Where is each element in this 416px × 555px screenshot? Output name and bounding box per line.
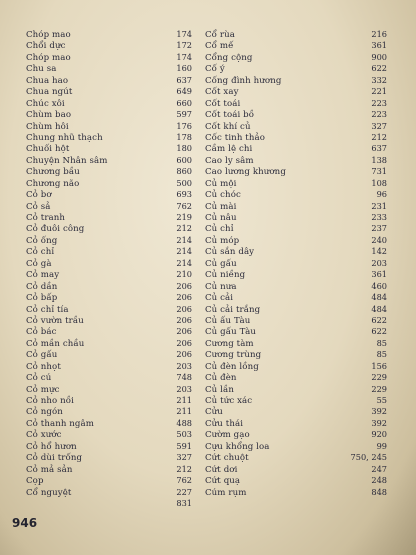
- index-entry: [205, 75, 387, 86]
- index-page-ref: 203: [176, 360, 192, 371]
- index-page-ref: 460: [371, 280, 387, 291]
- index-entry: [205, 178, 387, 189]
- index-page-ref: 206: [176, 337, 192, 348]
- index-entry: [205, 155, 387, 166]
- index-entry: [26, 98, 192, 109]
- index-page-ref: 591: [176, 440, 192, 451]
- index-term: Cỏ nhọt: [26, 361, 61, 372]
- index-entry: [26, 441, 192, 452]
- index-entry: [26, 418, 192, 429]
- index-term: Cỏ gà: [26, 258, 52, 269]
- index-term: Củ cải trắng: [205, 304, 261, 315]
- index-page-ref: 212: [176, 223, 192, 234]
- index-term: Chùm bao: [26, 110, 72, 121]
- index-page-ref: 223: [371, 97, 387, 108]
- index-term: Chuyện Nhân sâm: [26, 155, 108, 166]
- index-page-ref: 211: [176, 406, 192, 417]
- index-entry: [205, 429, 387, 440]
- index-page-ref: 214: [176, 257, 192, 268]
- index-column-right: [205, 29, 387, 498]
- index-term: Cao lương khương: [205, 167, 286, 178]
- index-page-ref: 488: [176, 417, 192, 428]
- index-page-ref: 637: [371, 143, 387, 154]
- index-term: Chóp mao: [26, 30, 71, 40]
- index-term: Củ mội: [205, 178, 237, 189]
- index-page-ref: 622: [371, 326, 387, 337]
- index-entry: [205, 109, 387, 120]
- index-term: Cầm lệ chi: [205, 144, 253, 155]
- index-page-ref: 206: [176, 326, 192, 337]
- index-entry: [205, 281, 387, 292]
- index-term: Cỏ nho nồi: [26, 396, 74, 406]
- index-page-ref: 392: [371, 406, 387, 417]
- index-page-ref: 85: [376, 349, 387, 360]
- index-page-ref: 178: [176, 131, 192, 142]
- index-entry: [205, 223, 387, 234]
- index-term: Chóp mao: [26, 52, 71, 63]
- index-entry: [26, 109, 192, 120]
- index-entry: [26, 52, 192, 63]
- index-entry: [205, 52, 387, 63]
- index-entry: [26, 143, 192, 154]
- index-entry: [26, 338, 192, 349]
- index-term: Cỏ hổ hươn: [26, 441, 77, 452]
- index-entry: [26, 201, 192, 212]
- index-page-ref: 750, 245: [350, 452, 387, 463]
- index-term: Cố ý: [205, 64, 225, 75]
- index-entry: [205, 441, 387, 452]
- index-entry: [205, 292, 387, 303]
- index-entry: [26, 212, 192, 223]
- index-term: Cứt dơi: [205, 464, 238, 475]
- index-entry: [26, 281, 192, 292]
- index-term: Cỏ dần: [26, 281, 58, 292]
- index-page-ref: 203: [176, 383, 192, 394]
- index-entry: [26, 475, 192, 486]
- index-entry: [205, 372, 387, 383]
- index-entry: [205, 384, 387, 395]
- index-page-ref: 731: [371, 166, 387, 177]
- index-entry: [205, 487, 387, 498]
- index-entry: [26, 452, 192, 463]
- index-term: Cỏ sả: [26, 201, 51, 212]
- index-term: Cốt xay: [205, 87, 239, 98]
- index-term: Chổi dực: [26, 41, 66, 52]
- index-page-ref: 484: [371, 303, 387, 314]
- index-page-ref: 176: [176, 120, 192, 131]
- index-term: Cốt toái: [205, 98, 241, 109]
- index-entry: [205, 395, 387, 406]
- index-entry: [205, 269, 387, 280]
- index-entry: [26, 258, 192, 269]
- index-term: Củ nưa: [205, 281, 237, 292]
- index-entry: [205, 29, 387, 40]
- index-page-ref: 240: [371, 234, 387, 245]
- index-page-ref: 172: [176, 40, 192, 51]
- index-entry: [205, 189, 387, 200]
- index-term: Cựu khổng loa: [205, 441, 270, 452]
- index-page-ref: 219: [176, 212, 192, 222]
- index-entry: [26, 372, 192, 383]
- index-page-ref: 637: [176, 74, 192, 85]
- index-entry: [26, 464, 192, 475]
- index-term: Củ nâu: [205, 213, 237, 223]
- index-entry: [26, 406, 192, 417]
- index-entry: [205, 246, 387, 257]
- index-term: Chua hao: [26, 75, 69, 86]
- index-term: Cỏ xước: [26, 430, 62, 441]
- index-page-ref: 55: [376, 395, 387, 405]
- index-entry: [205, 98, 387, 109]
- index-page-ref: 214: [176, 234, 192, 245]
- index-page-ref: 660: [176, 97, 192, 108]
- index-term: Củ móp: [205, 235, 240, 246]
- index-entry: [205, 418, 387, 429]
- index-term: Chương bầu: [26, 167, 80, 178]
- index-entry: [26, 178, 192, 189]
- index-page-ref: 85: [376, 337, 387, 348]
- index-page-ref: 327: [371, 120, 387, 131]
- index-page-ref: 248: [371, 475, 387, 486]
- index-entry: [205, 201, 387, 212]
- index-page-ref: 206: [176, 303, 192, 314]
- index-page-ref: 214: [176, 246, 192, 257]
- index-entry: [205, 475, 387, 486]
- index-page-ref: 99: [376, 440, 387, 451]
- index-entry: [26, 189, 192, 200]
- index-term: Cổ rùa: [205, 30, 235, 40]
- index-page-ref: 900: [371, 51, 387, 62]
- index-term: Củ lần: [205, 384, 234, 395]
- index-page-ref: 156: [371, 360, 387, 371]
- index-term: Củ mài: [205, 201, 237, 212]
- index-entry: [205, 326, 387, 337]
- index-entry: [26, 429, 192, 440]
- index-term: Cỏ đuôi công: [26, 224, 85, 235]
- index-term: Củ tức xác: [205, 396, 253, 406]
- index-entry: [26, 132, 192, 143]
- index-page-ref: 693: [176, 189, 192, 200]
- index-term: Cỏ bác: [26, 327, 57, 338]
- index-term: Cốt toái bồ: [205, 110, 255, 121]
- index-term: Củ chỉ: [205, 224, 234, 235]
- index-term: Cổ mế: [205, 41, 234, 52]
- index-page-ref: 229: [371, 372, 387, 383]
- index-page-ref: 600: [176, 154, 192, 165]
- index-page-ref: 203: [371, 257, 387, 268]
- index-entry: [26, 155, 192, 166]
- index-entry: [26, 166, 192, 177]
- index-term: Cỏ gấu: [26, 350, 58, 361]
- index-term: Cỏ bơ: [26, 190, 52, 201]
- index-entry: [26, 349, 192, 360]
- index-entry: [26, 121, 192, 132]
- index-page-ref: 108: [371, 177, 387, 188]
- index-page-ref: 500: [176, 177, 192, 188]
- index-term: Cao ly sâm: [205, 155, 254, 166]
- index-page-ref: 361: [371, 269, 387, 280]
- index-term: Củ chóc: [205, 190, 241, 201]
- index-term: Cỏ mả sản: [26, 464, 73, 475]
- index-term: Cống đình hương: [205, 75, 282, 86]
- index-entry: [26, 487, 192, 498]
- index-page-ref: 211: [176, 395, 192, 405]
- index-page-ref: 229: [371, 383, 387, 394]
- index-page-ref: 622: [371, 314, 387, 325]
- index-term: Cứt chuột: [205, 453, 249, 464]
- index-entry: [205, 132, 387, 143]
- index-entry: [26, 86, 192, 97]
- index-page-ref: 860: [176, 166, 192, 177]
- index-page-ref: 206: [176, 314, 192, 325]
- index-page-ref: 649: [176, 86, 192, 97]
- index-term: Chuối hột: [26, 144, 70, 155]
- index-term: Cúm rụm: [205, 487, 247, 498]
- index-entry: [26, 235, 192, 246]
- index-page-ref: 206: [176, 292, 192, 303]
- index-page-ref: 503: [176, 429, 192, 440]
- index-entry: [26, 304, 192, 315]
- index-page-ref: 212: [371, 131, 387, 142]
- index-page-ref: 206: [176, 349, 192, 360]
- index-term: Cỏ cú: [26, 373, 52, 384]
- index-entry: [26, 292, 192, 303]
- index-entry: [26, 246, 192, 257]
- page-number: 946: [12, 516, 38, 530]
- index-term: Cương tàm: [205, 338, 254, 349]
- index-entry: [205, 143, 387, 154]
- index-page-ref: 96: [376, 189, 387, 200]
- index-page-ref: 332: [371, 74, 387, 85]
- index-term: Củ gấu: [205, 258, 237, 269]
- index-entry: [26, 63, 192, 74]
- index-entry: [26, 498, 192, 509]
- index-entry: [26, 361, 192, 372]
- index-page-ref: 622: [371, 63, 387, 74]
- index-page-ref: 210: [176, 269, 192, 280]
- index-entry: [26, 40, 192, 51]
- index-entry: [205, 452, 387, 463]
- index-term: Cỏ mần chầu: [26, 338, 85, 349]
- index-page-ref: 142: [371, 246, 387, 257]
- index-entry: [205, 406, 387, 417]
- index-term: Cốt khí củ: [205, 121, 251, 132]
- index-term: Cỏ bấp: [26, 293, 58, 304]
- index-page-ref: 831: [176, 497, 192, 508]
- index-entry: [205, 121, 387, 132]
- index-entry: [205, 361, 387, 372]
- index-term: Cỏ thanh ngâm: [26, 418, 95, 429]
- index-term: Cửu thái: [205, 418, 244, 429]
- index-entry: [26, 269, 192, 280]
- index-term: Cương trùng: [205, 350, 262, 361]
- index-page-ref: 237: [371, 223, 387, 234]
- index-page-ref: 231: [371, 200, 387, 211]
- index-entry: [205, 258, 387, 269]
- index-entry: [205, 349, 387, 360]
- index-entry: [26, 75, 192, 86]
- index-page-ref: 160: [176, 63, 192, 74]
- index-page-ref: 233: [371, 212, 387, 222]
- index-entry: [205, 86, 387, 97]
- index-entry: [26, 29, 192, 40]
- index-term: Củ gấu Tàu: [205, 327, 257, 338]
- index-entry: [26, 395, 192, 406]
- index-term: Chúc xôi: [26, 98, 65, 109]
- index-term: Chùm hôi: [26, 121, 69, 132]
- index-entry: [205, 212, 387, 223]
- index-page-ref: 327: [176, 452, 192, 463]
- index-page-ref: 361: [371, 40, 387, 51]
- index-entry: [205, 315, 387, 326]
- index-entry: [26, 384, 192, 395]
- index-entry: [205, 338, 387, 349]
- index-term: Cỏ chỉ tía: [26, 304, 69, 315]
- index-term: Cỏ tranh: [26, 213, 66, 223]
- index-term: Cổ nguyệt: [26, 487, 72, 498]
- index-term: Củ đèn: [205, 373, 237, 384]
- index-term: Cỏ ngón: [26, 407, 63, 418]
- index-term: Chung nhũ thạch: [26, 132, 103, 143]
- index-term: Cứt quạ: [205, 476, 241, 487]
- index-page-ref: 180: [176, 143, 192, 154]
- index-column-left: [26, 29, 192, 509]
- index-page-ref: 748: [176, 372, 192, 383]
- index-entry: [26, 223, 192, 234]
- index-page-ref: 484: [371, 292, 387, 303]
- index-page-ref: 920: [371, 429, 387, 440]
- index-term: Cườm gạo: [205, 430, 250, 441]
- index-entry: [205, 304, 387, 315]
- index-term: Cỏ may: [26, 270, 60, 281]
- index-entry: [205, 235, 387, 246]
- index-page-ref: 174: [176, 29, 192, 39]
- index-page-ref: 392: [371, 417, 387, 428]
- index-entry: [26, 315, 192, 326]
- index-entry: [205, 166, 387, 177]
- index-page-ref: 597: [176, 109, 192, 120]
- index-entry: [205, 63, 387, 74]
- index-term: Cỏ dùi trống: [26, 453, 83, 464]
- index-page-ref: 174: [176, 51, 192, 62]
- index-term: Cỏ mực: [26, 384, 60, 395]
- index-page-ref: 247: [371, 463, 387, 474]
- index-term: Củ ấu Tàu: [205, 315, 251, 326]
- index-page-ref: 762: [176, 200, 192, 211]
- index-page-ref: 227: [176, 486, 192, 497]
- index-term: Củ sắn dây: [205, 247, 255, 258]
- index-term: Củ niềng: [205, 270, 246, 281]
- index-term: Cỏ chỉ: [26, 247, 55, 258]
- index-page-ref: 138: [371, 154, 387, 165]
- index-page-ref: 206: [176, 280, 192, 291]
- index-page-ref: 216: [371, 29, 387, 39]
- index-page-ref: 221: [371, 86, 387, 97]
- index-term: Cỏ vườn trầu: [26, 315, 84, 326]
- index-page-ref: 212: [176, 463, 192, 474]
- index-term: Cửu: [205, 407, 223, 418]
- index-page-ref: 762: [176, 475, 192, 486]
- index-page-ref: 848: [371, 486, 387, 497]
- index-term: Cốc tinh thảo: [205, 132, 265, 143]
- index-page-ref: 223: [371, 109, 387, 120]
- index-term: Chua ngút: [26, 87, 73, 98]
- index-term: Cọp: [26, 476, 44, 487]
- index-entry: [26, 326, 192, 337]
- index-term: Cổng cộng: [205, 52, 253, 63]
- index-term: Củ đèn lồng: [205, 361, 259, 372]
- index-entry: [205, 464, 387, 475]
- index-term: Cỏ ống: [26, 235, 58, 246]
- index-entry: [205, 40, 387, 51]
- index-term: Chương não: [26, 178, 80, 189]
- index-term: Chu sa: [26, 64, 57, 75]
- index-term: Củ cải: [205, 293, 234, 304]
